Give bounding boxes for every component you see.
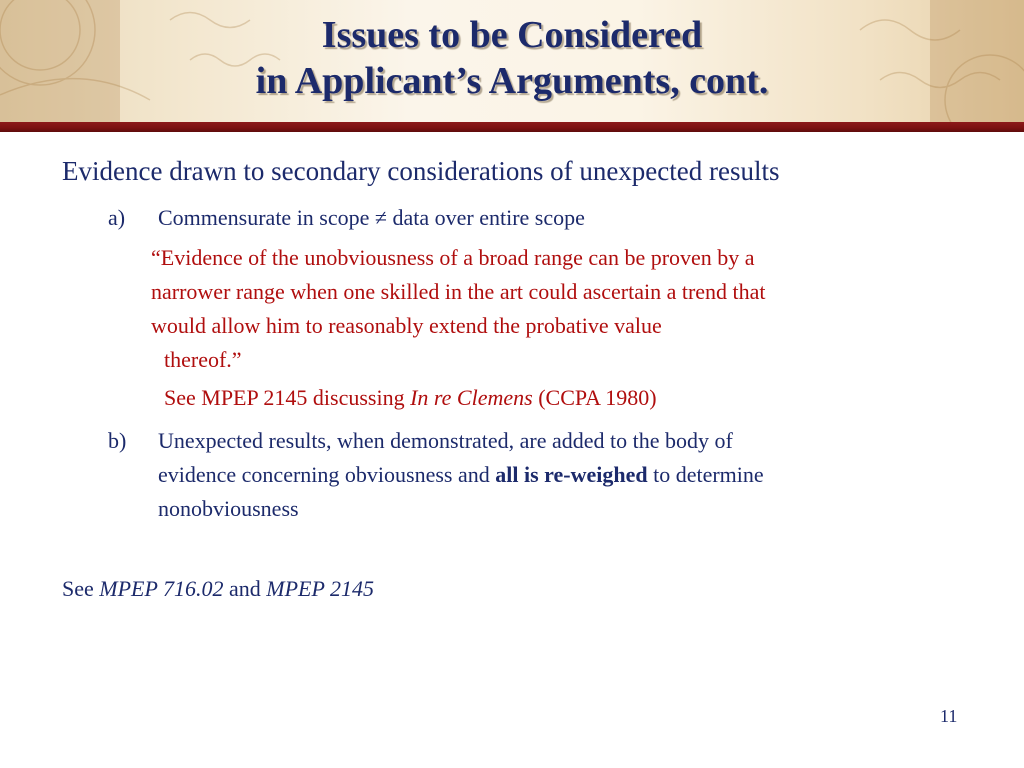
line-2-prefix: evidence concerning obviousness and: [158, 462, 496, 487]
title-divider: [0, 122, 1024, 132]
title-line-1: Issues to be Considered: [321, 14, 703, 56]
quote-line-2: narrower range when one skilled in the art could ascertain a trend that: [151, 279, 766, 304]
main-bullet: Evidence drawn to secondary considerations of unexpected results: [62, 156, 780, 186]
list-marker-a: a): [108, 205, 126, 230]
quote-block: [151, 241, 961, 377]
references-mid: and: [223, 576, 267, 601]
reweighed-emphasis: all is re-weighed: [495, 462, 648, 487]
list-text-b-line-2: [158, 458, 958, 492]
reference-mpep-2145: MPEP 2145: [266, 576, 375, 601]
line-2-suffix: to determine: [647, 462, 764, 487]
references-prefix: See: [62, 576, 100, 601]
page-number: 11: [940, 706, 958, 726]
slide-title: [0, 12, 1024, 104]
mpep-citation-suffix: (CCPA 1980): [532, 385, 657, 410]
title-line-2: in Applicant’s Arguments, cont.: [255, 60, 769, 102]
case-name: In re Clemens: [410, 385, 533, 410]
reference-mpep-716: MPEP 716.02: [99, 576, 224, 601]
quote-line-1: “Evidence of the unobviousness of a broad range can be proven by a: [151, 245, 755, 270]
mpep-citation-prefix: See MPEP 2145 discussing: [164, 385, 411, 410]
list-text-b: [158, 424, 958, 526]
header-banner: [0, 0, 1024, 122]
list-text-b-line-1: Unexpected results, when demonstrated, are added to the body of: [158, 428, 733, 453]
quote-line-3: would allow him to reasonably extend the probative value: [151, 313, 662, 338]
mpep-citation: [164, 385, 657, 411]
list-text-a: Commensurate in scope ≠ data over entire scope: [158, 205, 585, 230]
list-text-b-line-3: nonobviousness: [158, 496, 299, 521]
list-marker-b: b): [108, 428, 127, 453]
references-line: [62, 576, 374, 602]
quote-line-4: thereof.”: [164, 347, 242, 372]
